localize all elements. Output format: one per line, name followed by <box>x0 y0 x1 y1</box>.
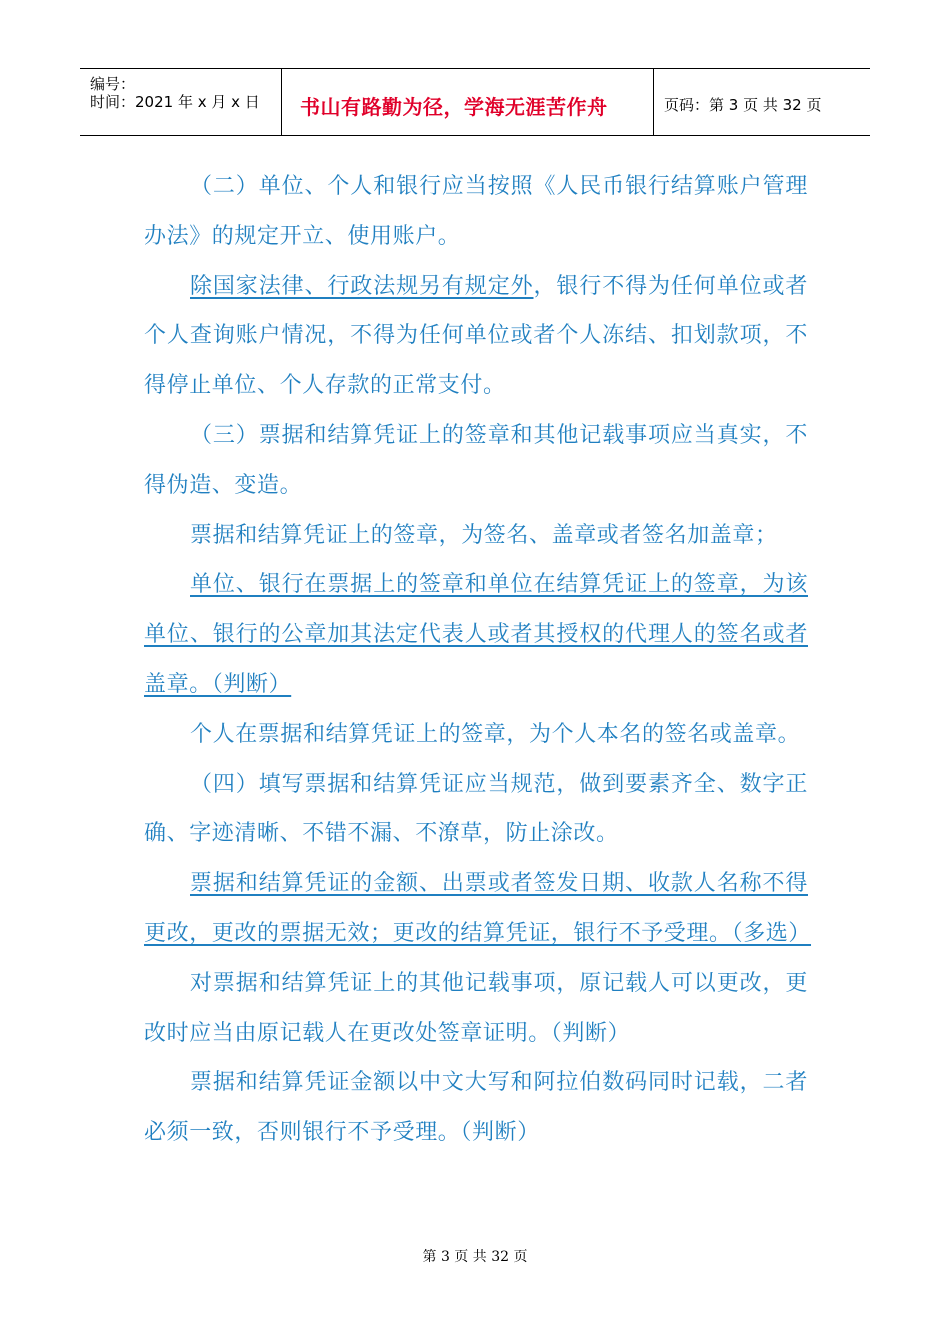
paragraph-9: 对票据和结算凭证上的其他记载事项，原记载人可以更改，更改时应当由原记载人在更改处签章证明。（判断） <box>144 970 808 1046</box>
document-header <box>80 68 870 136</box>
paragraph-8 <box>144 859 812 959</box>
paragraph-1: （二）单位、个人和银行应当按照《人民币银行结算账户管理办法》的规定开立、使用账户。 <box>144 174 808 249</box>
paragraph-3: （三）票据和结算凭证上的签章和其他记载事项应当真实，不得伪造、变造。 <box>144 422 808 498</box>
underlined-phrase: 除国家法律、行政法规另有规定外 <box>190 273 534 299</box>
paragraph-4: 票据和结算凭证上的签章，为签名、盖章或者签名加盖章； <box>190 522 778 548</box>
header-meta-cell <box>80 69 282 135</box>
paragraph-2 <box>144 262 808 411</box>
page-footer: 第 3 页 共 32 页 <box>422 1249 528 1265</box>
paragraph-5-text: 单位、银行在票据上的签章和单位在结算凭证上的签章，为该单位、银行的公章加其法定代表人或者其授权的代理人的签名或者盖章。（判断） <box>144 572 808 697</box>
paragraph-2-rest: ，银行不得为任何单位或者个人查询账户情况，不得为任何单位或者个人冻结、扣划款项，不得停止单位、个人存款的正常支付。 <box>144 273 808 399</box>
paragraph-6: 个人在票据和结算凭证上的签章，为个人本名的签名或盖章。 <box>190 721 801 747</box>
paragraph-10: 票据和结算凭证金额以中文大写和阿拉伯数码同时记载，二者必须一致，否则银行不予受理。（判断） <box>144 1070 808 1146</box>
header-page-cell <box>654 69 870 135</box>
header-motto-cell <box>282 69 654 135</box>
paragraph-7: （四）填写票据和结算凭证应当规范，做到要素齐全、数字正确、字迹清晰、不错不漏、不潦草，防止涂改。 <box>144 771 808 847</box>
paragraph-5 <box>144 560 808 709</box>
number-label: 编号： <box>90 75 136 93</box>
time-label: 时间：2021 年 x 月 x 日 <box>90 93 260 111</box>
paragraph-8-text: 票据和结算凭证的金额、出票或者签发日期、收款人名称不得更改，更改的票据无效；更改的结算凭证，银行不予受理。（多选） <box>144 871 812 946</box>
document-body <box>144 162 812 1158</box>
motto-text: 书山有路勤为径，学海无涯苦作舟 <box>300 95 608 119</box>
header-page-info: 页码：第 3 页 共 32 页 <box>664 96 822 114</box>
